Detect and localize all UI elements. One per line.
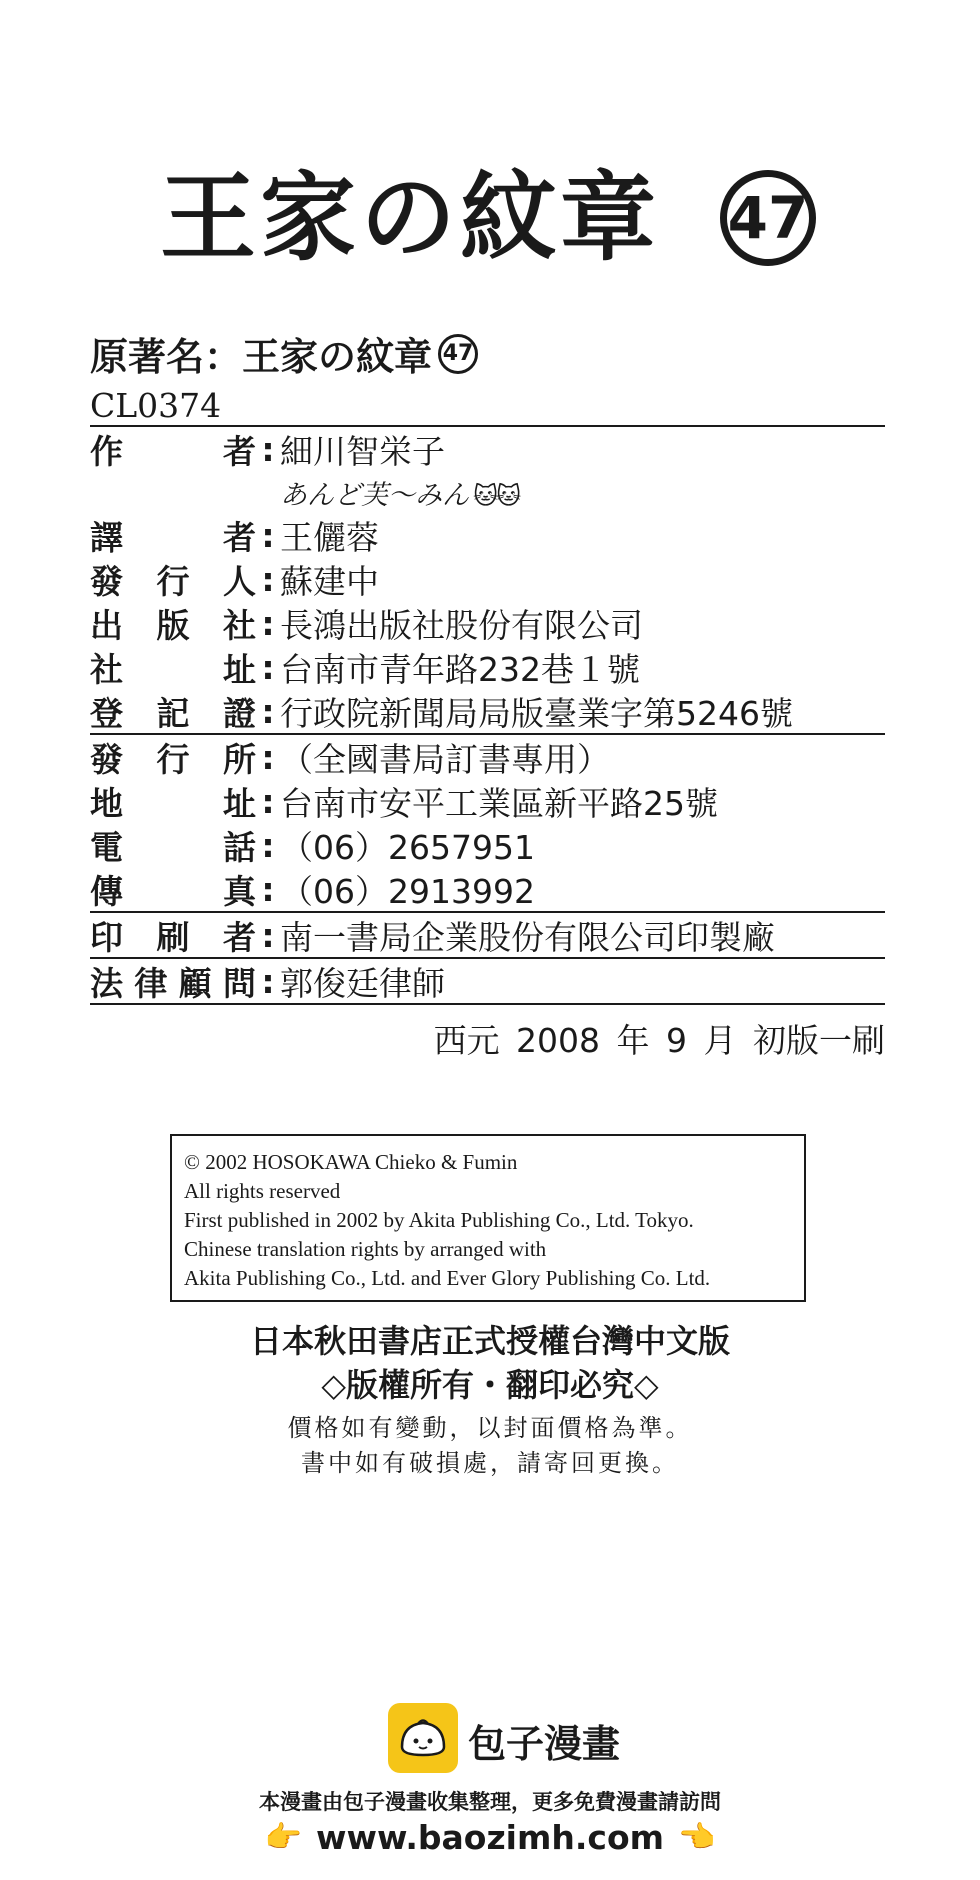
rights-reserved-line: ◇版權所有・翻印必究◇ (321, 1366, 659, 1404)
credit-row: 出 版 社 : 長鴻出版社股份有限公司 (90, 601, 885, 645)
credit-value: 蘇建中 (280, 561, 379, 601)
credit-row: 電 話 : （06）2657951 (90, 823, 885, 867)
cats-icon: 🐱🐱 (473, 481, 520, 510)
credit-label: 譯 者 (90, 517, 256, 557)
credit-row: 譯 者 : 王儷蓉 (90, 513, 885, 557)
credit-row: 地 址 : 台南市安平工業區新平路25號 (90, 779, 885, 823)
credit-value: （06）2913992 (280, 871, 535, 911)
credit-row: 法 律 顧 問 : 郭俊廷律師 (90, 959, 885, 1003)
credit-label: 發 行 所 (90, 739, 256, 779)
credit-row: 發 行 人 : 蘇建中 (90, 557, 885, 601)
credit-value: 台南市安平工業區新平路25號 (280, 783, 718, 823)
credit-label: 社 址 (90, 649, 256, 689)
credit-value: （06）2657951 (280, 827, 535, 867)
copyright-line: Chinese translation rights by arranged with (184, 1237, 547, 1261)
authorization-line: 日本秋田書店正式授權台灣中文版 (249, 1322, 730, 1360)
credit-label: 出 版 社 (90, 605, 256, 645)
credit-row: 發 行 所 : （全國書局訂書專用） (90, 735, 885, 779)
edition-date: 西元 2008 年 9 月 初版一刷 (433, 1021, 885, 1060)
volume-number-circle: 47 (720, 170, 816, 266)
url-line (0, 1818, 980, 1857)
original-volume-circle: 47 (438, 334, 478, 374)
credit-value: （全國書局訂書專用） (280, 739, 610, 779)
credit-value: 長鴻出版社股份有限公司 (280, 605, 643, 645)
copyright-line: All rights reserved (184, 1179, 341, 1203)
credit-row: 印 刷 者 : 南一書局企業股份有限公司印製廠 (90, 913, 885, 957)
credit-value: 南一書局企業股份有限公司印製廠 (280, 917, 775, 957)
credit-value: 細川智栄子 (280, 431, 445, 471)
promo-text: 本漫畫由包子漫畫收集整理，更多免費漫畫請訪問 (259, 1790, 721, 1814)
pointing-left-hand-icon: 👈 (678, 1820, 716, 1855)
credit-row: 登 記 證 : 行政院新聞局局版臺業字第5246號 (90, 689, 885, 733)
credit-value: 台南市青年路232巷１號 (280, 649, 640, 689)
credit-label: 傳 真 (90, 871, 256, 911)
copyright-line: © 2002 HOSOKAWA Chieko & Fumin (184, 1150, 518, 1174)
baozi-logo-icon (388, 1703, 458, 1773)
credits-table (90, 425, 885, 1005)
credit-label: 作 者 (90, 431, 256, 471)
book-title (160, 162, 860, 274)
credit-value: 行政院新聞局局版臺業字第5246號 (280, 693, 793, 733)
copyright-box (170, 1134, 806, 1302)
credit-label: 登 記 證 (90, 693, 256, 733)
credit-label: 印 刷 者 (90, 917, 256, 957)
catalog-code: CL0374 (90, 386, 222, 425)
credit-row: 社 址 : 台南市青年路232巷１號 (90, 645, 885, 689)
damage-notice: 書中如有破損處，請寄回更換。 (301, 1449, 679, 1477)
credit-label: 法 律 顧 問 (90, 963, 256, 1003)
credit-row-coauthor (90, 471, 885, 513)
credit-label: 地 址 (90, 783, 256, 823)
copyright-line: First published in 2002 by Akita Publishing Co., Ltd. Tokyo. (184, 1208, 694, 1232)
price-notice: 價格如有變動，以封面價格為準。 (287, 1414, 693, 1442)
copyright-line: Akita Publishing Co., Ltd. and Ever Glory Publishing Co. Ltd. (184, 1266, 711, 1290)
original-title (90, 326, 478, 381)
coauthor-value: あんど芙～みん 🐱🐱 (280, 479, 520, 511)
credit-value: 王儷蓉 (280, 517, 379, 557)
credit-row: 傳 真 : （06）2913992 (90, 867, 885, 911)
title-text: 王家の紋章 (160, 162, 660, 274)
original-title-text: 原著名：王家の紋章 (90, 335, 433, 379)
credit-label: 電 話 (90, 827, 256, 867)
credit-value: 郭俊廷律師 (280, 963, 445, 1003)
site-url-link[interactable]: www.baozimh.com (316, 1818, 664, 1857)
credit-label: 發 行 人 (90, 561, 256, 601)
brand-name: 包子漫畫 (468, 1722, 621, 1766)
pointing-right-hand-icon: 👉 (264, 1820, 302, 1855)
credit-row: 作 者 : 細川智栄子 (90, 427, 885, 471)
